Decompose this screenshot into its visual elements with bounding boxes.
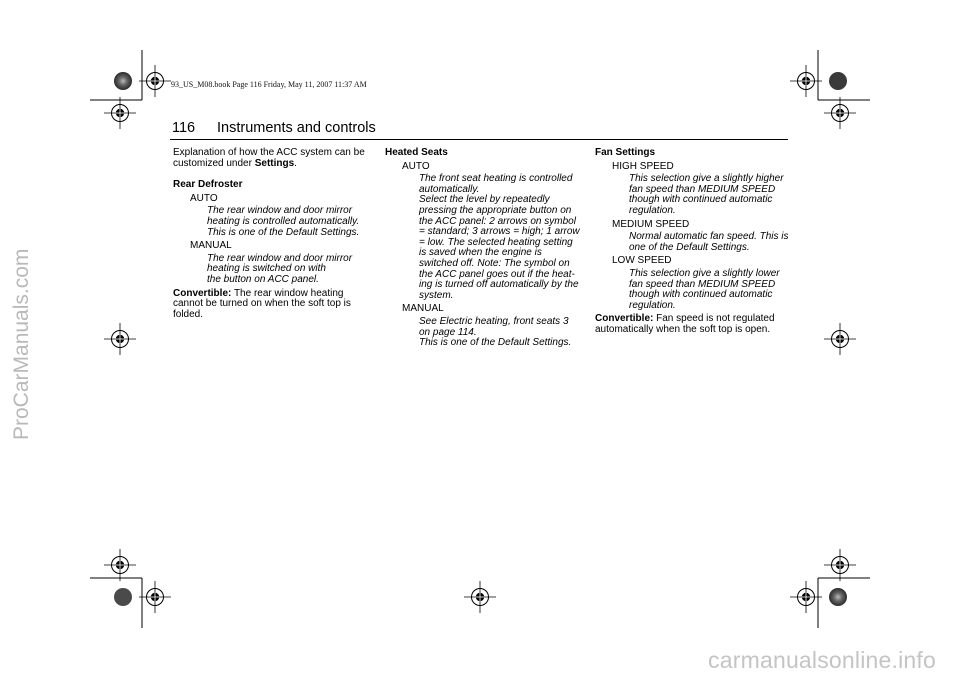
column-rear-defroster bbox=[173, 148, 373, 320]
option-description: Normal automatic fan speed. This is one of the Default Settings. bbox=[629, 231, 789, 253]
convertible-note: Convertible: The rear window heating cannot be turned on when the soft top is folded. bbox=[173, 287, 351, 320]
option-label: MEDIUM SPEED bbox=[612, 218, 690, 230]
option-description: See Electric heating, front seats 3 on page 114. This is one of the Default Settings. bbox=[419, 315, 572, 349]
footer-watermark: carmanualsonline.info bbox=[708, 647, 936, 673]
option-label: MANUAL bbox=[190, 240, 232, 252]
section-heading: Fan Settings bbox=[595, 147, 656, 158]
side-watermark: ProCarManuals.com bbox=[10, 248, 33, 440]
intro-paragraph: Explanation of how the ACC system can be customized under Settings. bbox=[173, 147, 365, 169]
option-description: This selection give a slightly higher fan speed than MEDIUM SPEED though with continued automatic regulation. bbox=[629, 173, 784, 216]
option-description: The rear window and door mirror heating is switched on with the button on ACC panel. bbox=[207, 252, 353, 285]
option-label: LOW SPEED bbox=[612, 255, 672, 267]
column-heated-seats bbox=[385, 148, 580, 349]
option-label: AUTO bbox=[402, 160, 430, 172]
column-fan-settings bbox=[595, 148, 790, 336]
section-heading: Rear Defroster bbox=[173, 179, 243, 191]
section-heading: Heated Seats bbox=[385, 147, 448, 158]
page-title: Instruments and controls bbox=[217, 120, 376, 136]
header-rule bbox=[170, 139, 788, 140]
option-label: MANUAL bbox=[402, 303, 444, 315]
convertible-note: Convertible: Fan speed is not regulated automatically when the soft top is open. bbox=[595, 313, 775, 335]
option-description: The front seat heating is controlled automatically. Select the level by repeatedly pressing the appropriate button on the ACC panel: 2 arrows on symbol = standard; 3 arrows = high; 1 arrow = low. The selected heating setting is saved when the engine is switched off. Note: The symbol on the ACC panel goes out if the heat- ing is turned off automatically by the system. bbox=[419, 173, 580, 301]
option-label: HIGH SPEED bbox=[612, 160, 674, 172]
option-description: The rear window and door mirror heating is controlled automatically. This is one of the Default Settings. bbox=[207, 205, 360, 238]
option-label: AUTO bbox=[190, 192, 218, 204]
page-number: 116 bbox=[172, 120, 196, 136]
print-header: 93_US_M08.book Page 116 Friday, May 11, 2007 11:37 AM bbox=[171, 80, 367, 89]
option-description: This selection give a slightly lower fan speed than MEDIUM SPEED though with continued automatic regulation. bbox=[629, 267, 780, 311]
